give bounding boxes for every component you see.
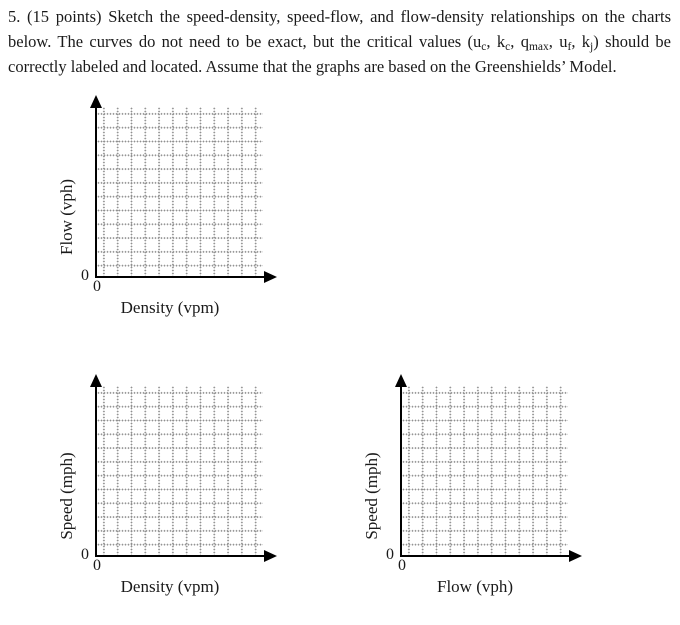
y-origin-label: 0 — [81, 546, 89, 563]
chart-flow-density — [1, 95, 293, 327]
x-origin-label: 0 — [93, 278, 101, 295]
x-axis-line — [95, 276, 265, 278]
chart-speed-density — [1, 374, 293, 606]
x-origin-label: 0 — [93, 557, 101, 574]
y-origin-label: 0 — [386, 546, 394, 563]
x-axis-arrow-icon — [569, 550, 582, 562]
plot-grid — [97, 107, 263, 276]
plot-grid — [97, 386, 263, 555]
x-axis-arrow-icon — [264, 550, 277, 562]
x-axis-line — [400, 555, 570, 557]
x-axis-label: Density (vpm) — [120, 298, 220, 317]
x-axis-label: Flow (vph) — [436, 577, 514, 596]
chart-speed-flow — [306, 374, 598, 606]
y-axis-label: Flow (vph) — [57, 178, 76, 256]
x-origin-label: 0 — [398, 557, 406, 574]
problem-text: 5. (15 points) Sketch the speed-density, speed-flow, and flow-density relationships on the charts below. The curves do not need to be exact, but the critical values ($u_c$, $k_c$, $q_{max}$, $u_f$, $k_j$) should be correctly labeled and located. Assume that the graphs are based on the Greenshields’ Model. — [8, 7, 671, 76]
x-axis-label: Density (vpm) — [120, 577, 220, 596]
y-axis-label: Speed (mph) — [362, 452, 381, 540]
y-axis-label: Speed (mph) — [57, 452, 76, 540]
x-axis-line — [95, 555, 265, 557]
y-origin-label: 0 — [81, 267, 89, 284]
plot-grid — [402, 386, 568, 555]
x-axis-arrow-icon — [264, 271, 277, 283]
